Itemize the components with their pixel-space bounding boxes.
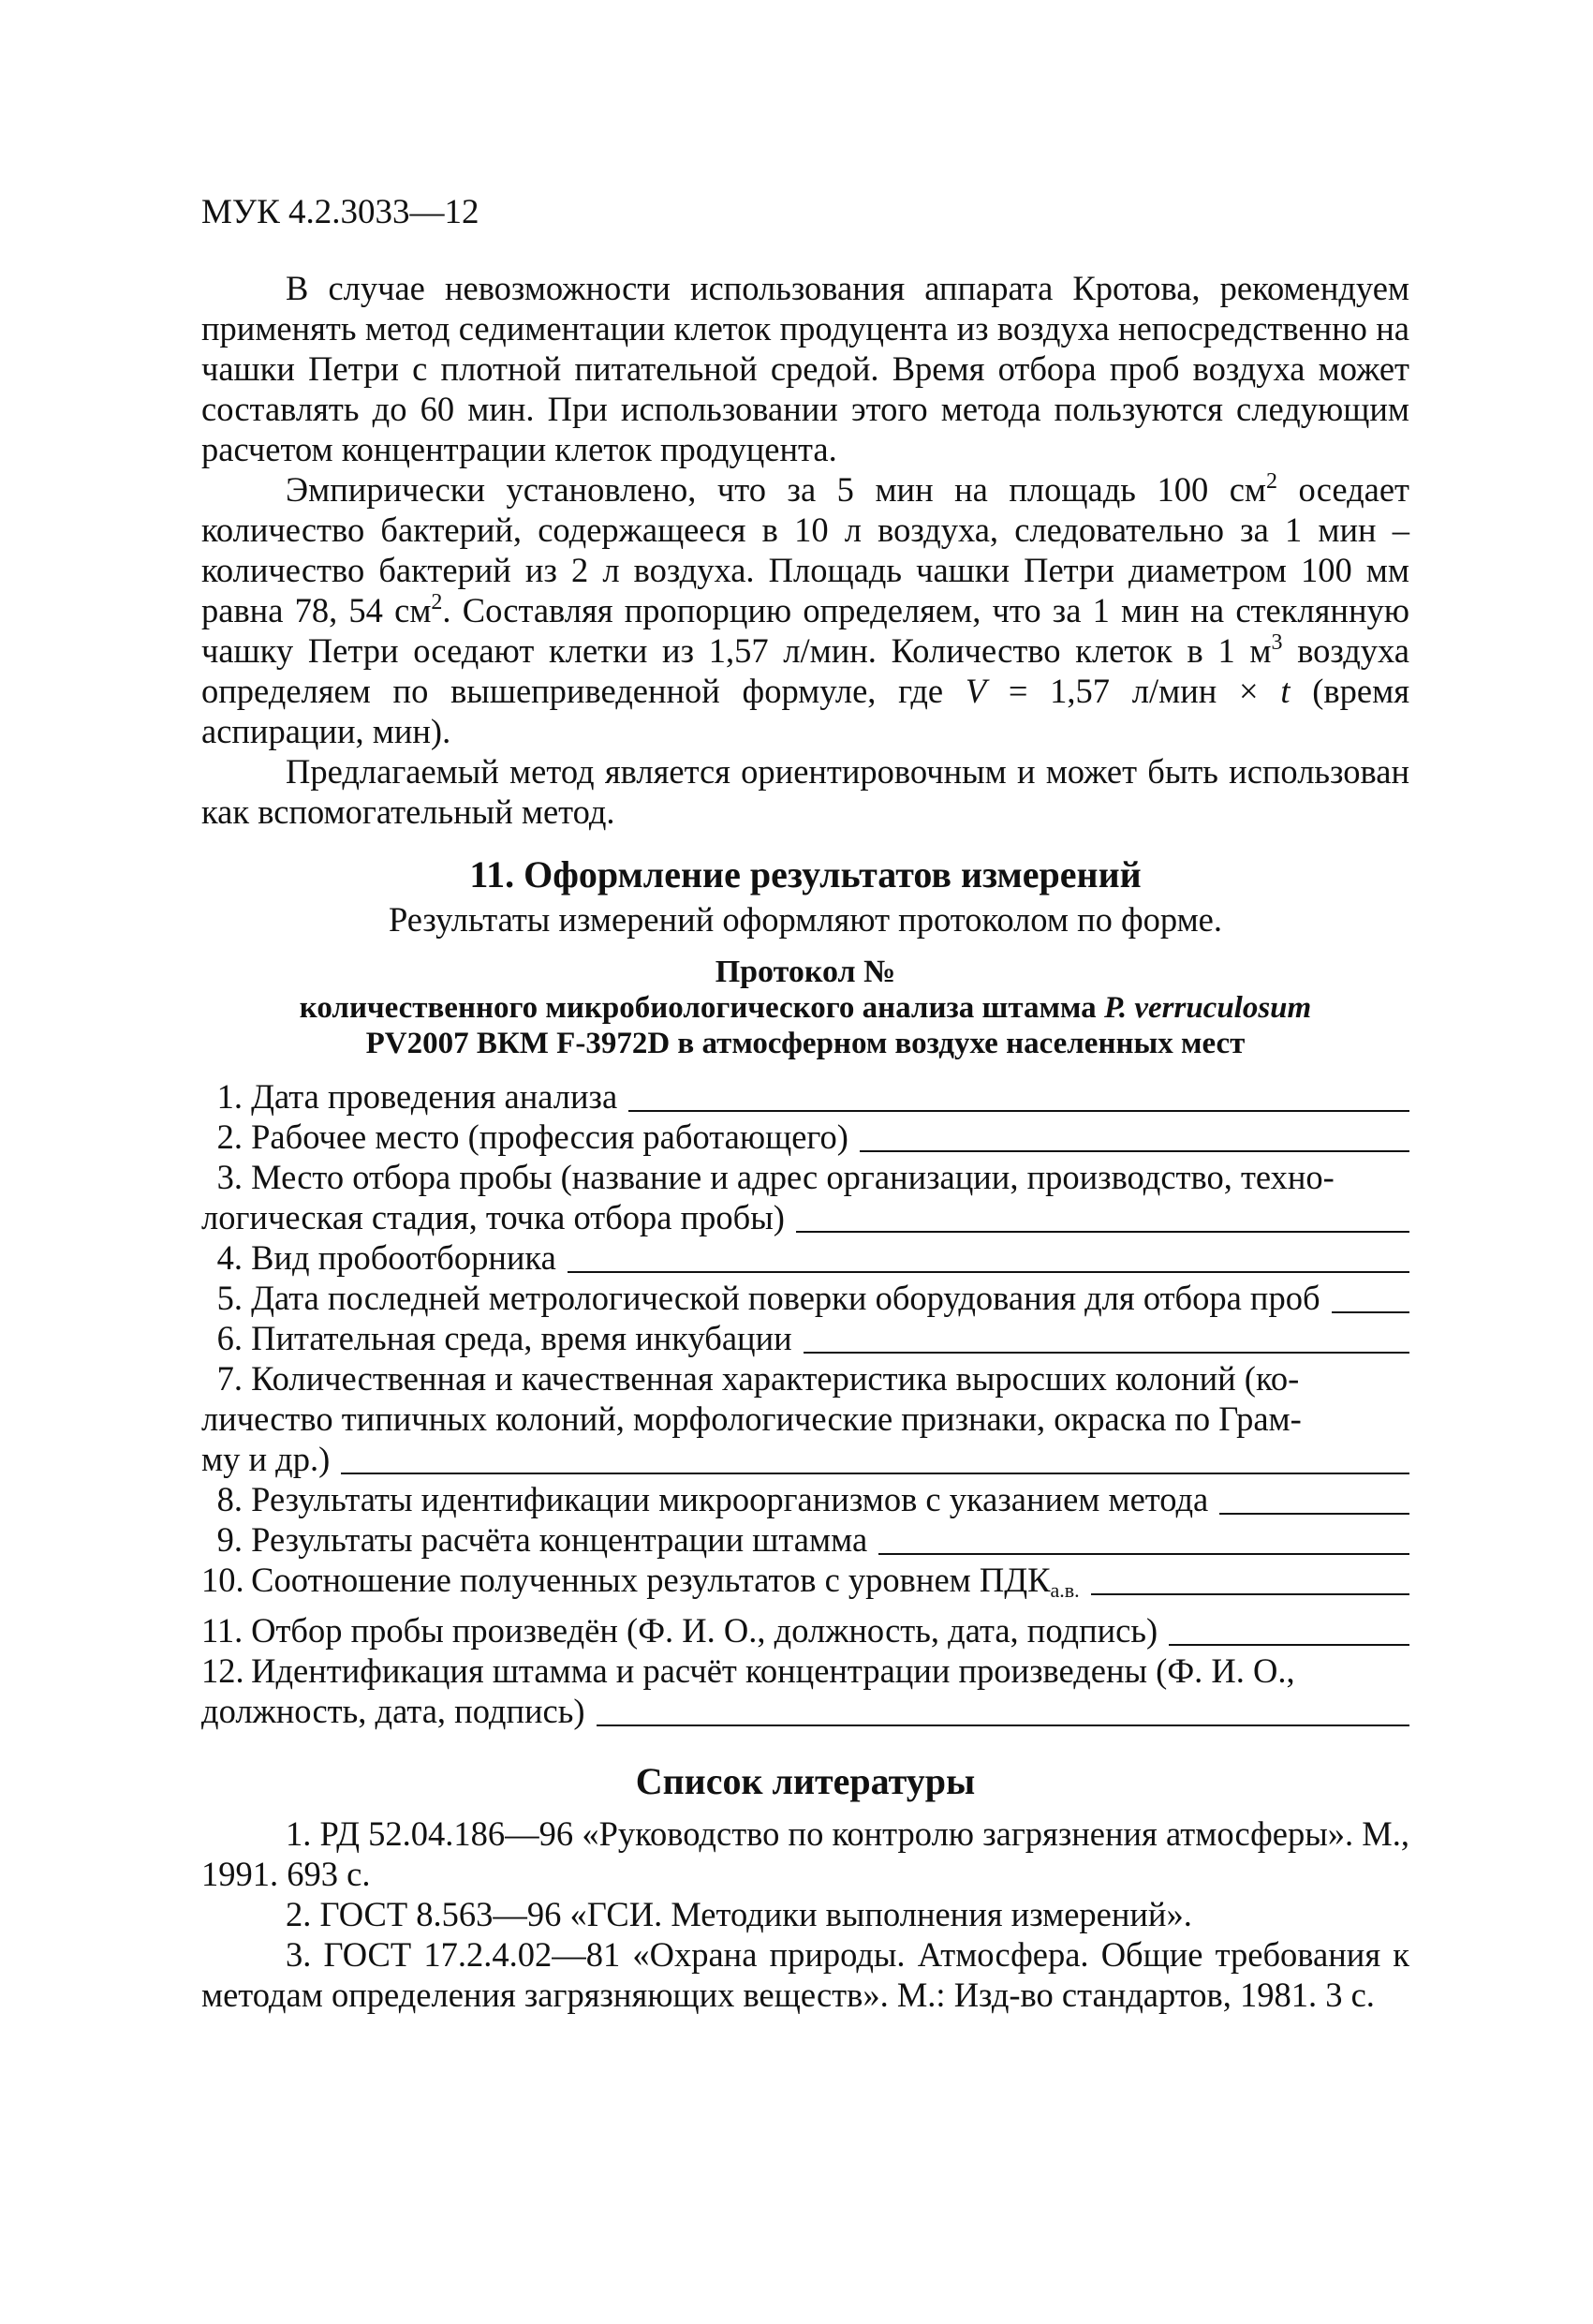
form-item-12 [201,1650,1409,1731]
literature-item-3: 3. ГОСТ 17.2.4.02—81 «Охрана природы. Атмосфера. Общие требования к методам определения загрязняющих веществ». М.: Изд-во стандартов, 1981. 3 с. [201,1935,1409,2014]
protocol-form [201,1076,1409,1731]
item-label: Результаты идентификации микроорганизмов с указанием метода [251,1480,1209,1518]
form-item-3 [201,1157,1409,1237]
form-item-7 [201,1358,1409,1479]
item-number: 7. [216,1359,243,1398]
item-number: 3. [216,1158,243,1196]
protocol-subtitle-a: количественного микробиологического анализа штамма [299,991,1104,1025]
item-label-continued: му и др.) [201,1440,331,1478]
form-field-colony-characteristics[interactable] [341,1471,1409,1474]
item-number: 8. [216,1480,243,1518]
form-field-identification-results[interactable] [1219,1511,1409,1515]
paragraph-2-part-c: . Составляя пропорцию определяем, что за 1 мин на стеклянную чашку Петри оседают клетки из 1,57 л/мин. Количество клеток в 1 м [201,591,1409,670]
form-field-sampled-by[interactable] [1169,1642,1409,1646]
paragraph-2-part-e: = 1,57 л/мин × [986,672,1281,710]
item-number: 4. [216,1238,243,1277]
variable-v: V [965,672,987,710]
protocol-subtitle [201,990,1409,1026]
form-item-6 [201,1318,1409,1358]
form-field-pdk-ratio[interactable] [1091,1591,1409,1595]
item-label-continued: логическая стадия, точка отбора пробы) [201,1198,785,1236]
item-label: Питательная среда, время инкубации [251,1319,792,1357]
item-number: 6. [216,1319,243,1357]
protocol-title: Протокол № [715,955,896,989]
item-number: 12. [201,1651,244,1690]
protocol-header [201,955,1409,1061]
item-label: Вид пробоотборника [251,1238,556,1277]
superscript-2a: 2 [1266,469,1278,494]
superscript-2b: 2 [431,590,443,614]
page-content [201,192,1409,2015]
paragraph-empirical-calc [201,469,1409,751]
form-item-1 [201,1076,1409,1117]
paragraph-2-part-f: (время аспирации, мин). [201,672,1409,750]
item-label: Дата проведения анализа [251,1077,618,1116]
section-intro: Результаты измерений оформляют протоколом по форме. [388,900,1223,939]
literature-title: Список литературы [635,1760,976,1802]
literature-item-2: 2. ГОСТ 8.563—96 «ГСИ. Методики выполнения измерений». [286,1895,1192,1933]
form-item-11 [201,1610,1409,1650]
form-field-analysis-date[interactable] [628,1108,1409,1112]
paragraph-approximate-method: Предлагаемый метод является ориентировочным и может быть использован как вспомогательный метод. [201,752,1409,831]
item-number: 2. [216,1118,243,1156]
form-field-concentration-results[interactable] [878,1551,1409,1555]
protocol-species: P. verruculosum [1103,991,1312,1025]
pdk-subscript: а.в. [1050,1578,1080,1602]
form-field-identified-by[interactable] [597,1723,1409,1726]
paragraph-2-part-a: Эмпирически установлено, что за 5 мин на площадь 100 см [286,470,1267,509]
paragraph-2-part-b: оседает количество бактерий, содержащееся в 10 л воздуха, следовательно за 1 мин – количество бактерий из 2 л воздуха. Площадь чашки Петри диаметром 100 мм равна 78, 54 см [201,470,1410,629]
form-field-calibration-date[interactable] [1332,1310,1409,1313]
paragraph-2-part-d: воздуха определяем по вышеприведенной формуле, где [201,631,1409,710]
item-label: Место отбора пробы (название и адрес организации, производство, техно- [251,1158,1335,1196]
variable-t: t [1280,672,1291,710]
item-label-continued: должность, дата, подпись) [201,1692,585,1730]
protocol-subtitle-strain: PV2007 ВКМ F-3972D в атмосферном воздухе населенных мест [365,1027,1246,1060]
form-field-workplace[interactable] [860,1148,1409,1152]
form-item-10 [201,1560,1409,1610]
section-title: 11. Оформление результатов измерений [469,853,1142,896]
paragraph-kotov-alternative: В случае невозможности использования аппарата Кротова, рекомендуем применять метод седиментации клеток продуцента из воздуха непосредственно на чашки Петри с плотной питательной средой. Время отбора проб воздуха может составлять до 60 мин. При использовании этого метода пользуются следующим расчетом концентрации клеток продуцента. [201,269,1409,468]
form-item-2 [201,1117,1409,1157]
item-number: 11. [201,1611,243,1650]
item-number: 9. [216,1520,243,1559]
form-item-9 [201,1519,1409,1560]
form-field-sampling-place[interactable] [796,1229,1409,1233]
form-field-nutrient-medium[interactable] [804,1350,1409,1354]
item-number: 10. [201,1561,244,1599]
item-number: 1. [216,1077,243,1116]
item-label-continued: личество типичных колоний, морфологические признаки, окраска по Грам- [201,1399,1302,1438]
item-label: Отбор пробы произведён (Ф. И. О., должность, дата, подпись) [251,1611,1158,1650]
item-label: Идентификация штамма и расчёт концентрации произведены (Ф. И. О., [251,1651,1295,1690]
form-field-sampler-type[interactable] [568,1269,1409,1273]
item-label: Дата последней метрологической поверки оборудования для отбора проб [251,1279,1320,1317]
item-label: Количественная и качественная характеристика выросших колоний (ко- [251,1359,1300,1398]
superscript-3: 3 [1271,630,1283,655]
item-number: 5. [216,1279,243,1317]
form-item-5 [201,1278,1409,1318]
form-item-4 [201,1237,1409,1278]
form-item-8 [201,1479,1409,1519]
item-label: Соотношение полученных результатов с уровнем ПДК [251,1561,1051,1599]
item-label: Рабочее место (профессия работающего) [251,1118,848,1156]
document-id: МУК 4.2.3033—12 [201,193,479,231]
item-label: Результаты расчёта концентрации штамма [251,1520,868,1559]
literature-item-1: 1. РД 52.04.186—96 «Руководство по контролю загрязнения атмосферы». М., 1991. 693 с. [201,1814,1409,1893]
